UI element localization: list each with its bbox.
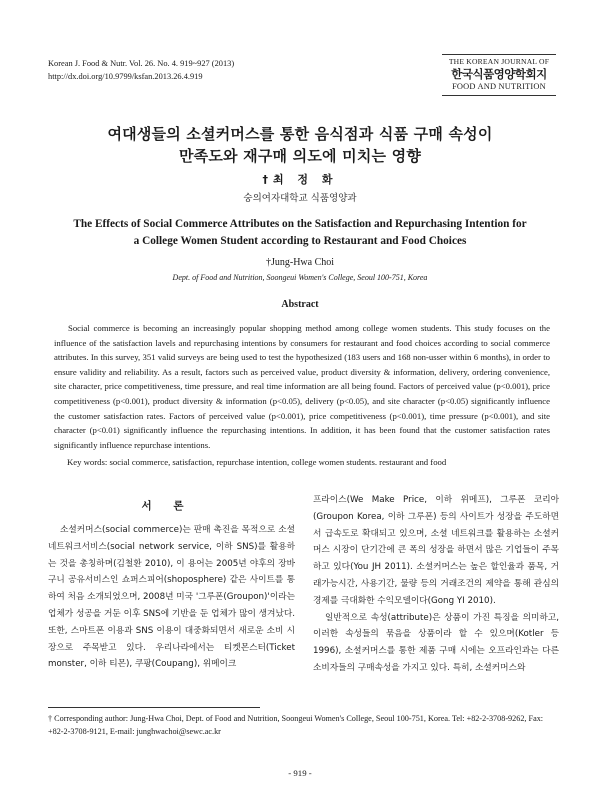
doi-line: http://dx.doi.org/10.9799/ksfan.2013.26.4.919 (48, 72, 203, 81)
author-en: †Jung-Hwa Choi (265, 257, 335, 268)
footnote-divider (48, 707, 260, 708)
paper-title-ko-line1: 여대생들의 소셜커머스를 통한 음식점과 식품 구매 속성이 (107, 125, 493, 143)
journal-name-en-top: THE KOREAN JOURNAL OF (448, 57, 550, 66)
body-right-paragraph-1: 프라이스(We Make Price, 이하 위메프), 그루폰 코리아(Groupon Korea, 이하 그루폰) 등의 사이트가 성장을 주도하면서 급속도로 확대되고 있으며, 소셜 네트워크를 활용하는 소셜커머스 시장이 단기간에 큰 폭의 성장을 하면서 많은 기업들이 주목하고 있다(You JH 2011). 소셜커머스는 높은 할인율과 품목, 거래가능시간, 사용기간, 물량 등의 거래조건의 제약을 통해 관심의 경제를 극대화한 수익모델이다(Gong YI 2010). (313, 495, 559, 606)
body-right-paragraph-2: 일반적으로 속성(attribute)은 상품이 가진 특징을 의미하고, 이러한 속성들의 묶음을 상품이라 할 수 있으며(Kotler 등 1996), 소셜커머스를 통한 제품 구매 시에는 오프라인과는 다른 소비자들의 구매속성을 가지고 있다. 특히, 소셜커머스와 (313, 612, 559, 673)
paper-title-ko-line2: 만족도와 재구매 의도에 미치는 영향 (178, 147, 422, 165)
author-ko: †최 정 화 (262, 173, 338, 186)
body-right-column (313, 492, 559, 677)
journal-name-ko: 한국식품영양학회지 (451, 67, 547, 81)
citation-line: Korean J. Food & Nutr. Vol. 26. No. 4. 919~927 (2013) (48, 59, 235, 68)
paper-title-ko (0, 123, 600, 167)
paper-title-en-line1: The Effects of Social Commerce Attributes on the Satisfaction and Repurchasing Intention for (73, 218, 527, 230)
body-left-column: 소셜커머스(social commerce)는 판매 촉진을 목적으로 소셜 네트워크서비스(social network service, 이하 SNS)를 활용하는 것을 총칭하며(김철환 2010), 이 용어는 2005년 야후의 장바구니 공유서비스인 쇼퍼스피어(shoposphere) 같은 사이트를 통하여 처음 소개되었으며, 2008년 미국 '그루폰(Groupon)'이라는 업체가 성공을 거둔 이후 SNS에 기반을 둔 업체가 많이 생겨났다. 또한, 스마트폰 이용과 SNS 이용이 대중화되면서 새로운 소비 시장으로 주목받고 있다. 우리나라에서는 티켓몬스터(Ticket monster, 이하 티몬), 쿠팡(Coupang), 위메이크 (48, 525, 295, 670)
keywords: Key words: social commerce, satisfaction, repurchase intention, college women students. restaurant and food (67, 457, 447, 467)
paper-title-en-line2: a College Women Student according to Restaurant and Food Choices (133, 235, 467, 247)
page-number: - 919 - (288, 768, 312, 778)
abstract-heading: Abstract (281, 299, 319, 310)
section-heading-introduction: 서 론 (141, 500, 193, 512)
abstract-text: Social commerce is becoming an increasingly popular shopping method among college women students. This study focuses on the influence of the satisfaction lavels and repurchasing intentions by consumers for restaurant and food choices according to social commerce attributes. In this survey, 351 valid surveys are being used to test the hypothesized (183 users and 168 non-usser within 6 months), in order to ensure validity and reliability. As a result, factors such as perceived value, product diversity & information, delivery, ordering convenience, site character, price competitiveness, time pressure, and real time information are all being found. Factors of perceived value (p<0.001), price competitiveness (p<0.001), product diversity & information (p<0.05), delivery (p<0.05), and site character (p<0.05) significantly influence the customer satisfaction rates. Factors of perceived value (p<0.001), price competitiveness (p<0.001), time pressure (p<0.001), and site character (p<0.01) significantly influence the repurchasing intentions. In addition, it has been found that the customer satisfaction rates significantly influence repurchase intentions. (54, 323, 550, 450)
corresponding-author-footnote: † Corresponding author: Jung-Hwa Choi, Dept. of Food and Nutrition, Soongeui Women's College, Seoul 100-751, Korea. Tel: +82-2-3708-9262, Fax: +82-2-3708-9121, E-mail: junghwachoi@sewc.ac.kr (48, 714, 544, 736)
affiliation-ko: 숭의여자대학교 식품영양과 (243, 193, 357, 204)
affiliation-en: Dept. of Food and Nutrition, Soongeui Women's College, Seoul 100-751, Korea (172, 273, 428, 282)
paper-title-en (50, 216, 550, 250)
journal-logo (442, 54, 556, 96)
journal-name-en-bottom: FOOD AND NUTRITION (452, 82, 546, 91)
citation-block (48, 57, 234, 83)
